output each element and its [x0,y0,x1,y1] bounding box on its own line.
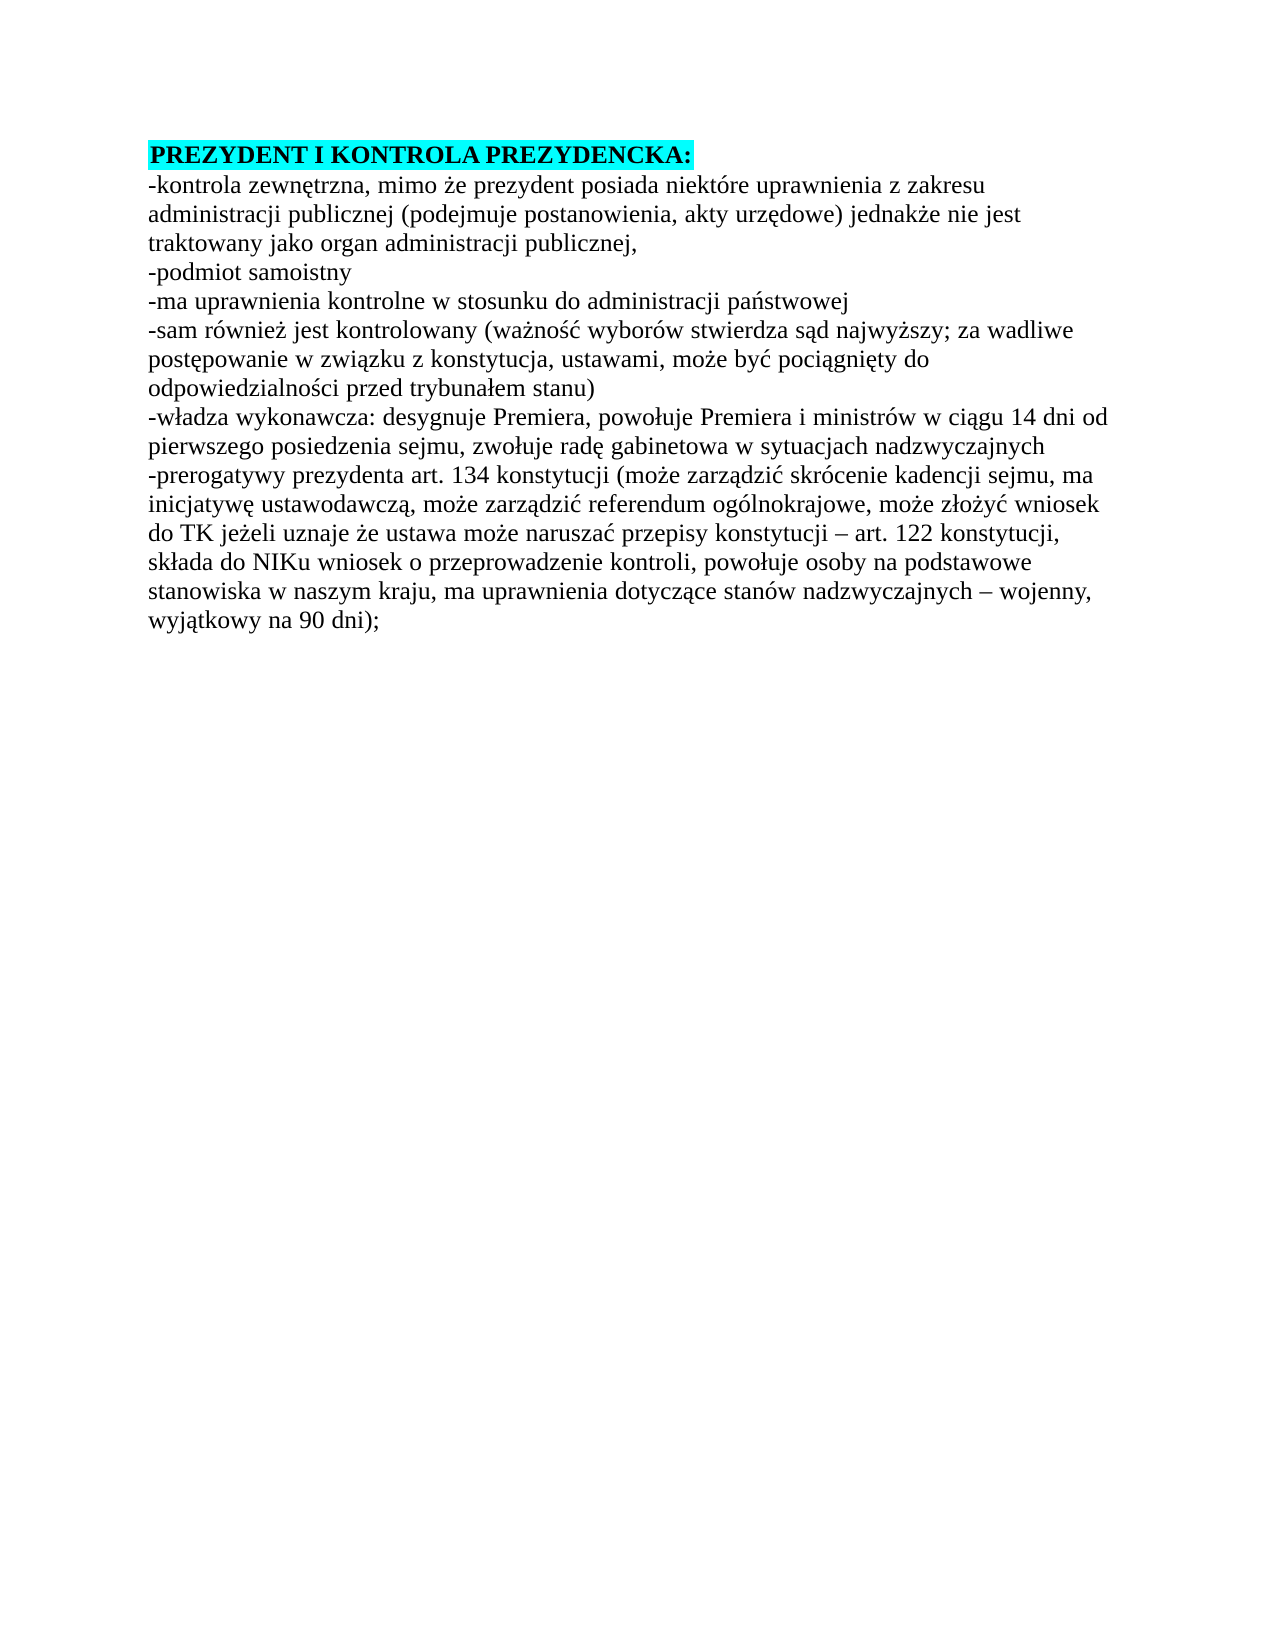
paragraph: -ma uprawnienia kontrolne w stosunku do administracji państwowej [148,286,850,315]
paragraph: -sam również jest kontrolowany (ważność wyborów stwierdza sąd najwyższy; za wadliwe postępowanie w związku z konstytucja, ustawami, może być pociągnięty do odpowiedzialności przed trybunałem stanu) [148,315,1074,402]
paragraph: -prerogatywy prezydenta art. 134 konstytucji (może zarządzić skrócenie kadencji sejmu, ma inicjatywę ustawodawczą, może zarządzić referendum ogólnokrajowe, może złożyć wniosek do TK jeżeli uznaje że ustawa może naruszać przepisy konstytucji – art. 122 konstytucji, składa do NIKu wniosek o przeprowadzenie kontroli, powołuje osoby na podstawowe stanowiska w naszym kraju, ma uprawnienia dotyczące stanów nadzwyczajnych – wojenny, wyjątkowy na 90 dni); [148,460,1100,634]
document-heading: PREZYDENT I KONTROLA PREZYDENCKA: [150,140,692,169]
paragraph: -kontrola zewnętrzna, mimo że prezydent posiada niektóre uprawnienia z zakresu administracji publicznej (podejmuje postanowienia, akty urzędowe) jednakże nie jest traktowany jako organ administracji publicznej, [148,170,1021,257]
heading-line [148,140,1118,170]
paragraph: -władza wykonawcza: desygnuje Premiera, powołuje Premiera i ministrów w ciągu 14 dni od pierwszego posiedzenia sejmu, zwołuje radę gabinetowa w sytuacjach nadzwyczajnych [148,402,1108,460]
document-body [148,140,1118,634]
paragraph: -podmiot samoistny [148,257,352,286]
